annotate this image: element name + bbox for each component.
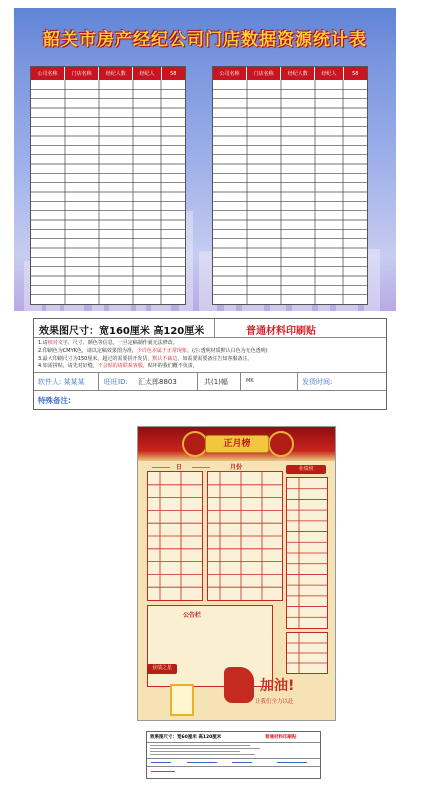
- col-agents: 经纪人数: [281, 67, 315, 80]
- col-company: 公司名称: [213, 67, 247, 80]
- wangwang-label: 旺旺ID:: [104, 378, 128, 386]
- note-line: [150, 745, 250, 746]
- divider: [147, 758, 320, 759]
- col-store: 门店名称: [247, 67, 281, 80]
- note-item: 2.印刷色为CMYK色，请以定稿效果图为准，少许色差属于正常现象。(注:透明材质默认白色为无色透明): [38, 347, 268, 354]
- divider: [197, 373, 198, 390]
- spec-info-box: [33, 318, 387, 410]
- col-agent: 经纪人: [315, 67, 343, 80]
- notice-label: 公告栏: [183, 612, 202, 619]
- table-header: [31, 67, 185, 80]
- col-company: 公司名称: [31, 67, 65, 80]
- performance-list: [286, 477, 328, 629]
- mk-label: MK: [246, 378, 254, 384]
- notice-board: [147, 605, 273, 687]
- col-agent: 经纪人: [133, 67, 161, 80]
- table-grid: [213, 80, 367, 304]
- statistics-board-poster: [14, 8, 396, 311]
- spec-info-box-small: [146, 731, 321, 779]
- slogan-text: 让我们全力以赴: [255, 699, 294, 705]
- divider: [214, 319, 215, 337]
- count-label: 共(1)幅: [204, 378, 228, 386]
- grid-lines: [287, 633, 327, 673]
- grid-lines: [287, 478, 327, 628]
- ranking-grid-left: [147, 471, 203, 601]
- day-label: 日: [176, 464, 183, 471]
- ranking-grid-mid: [207, 471, 283, 601]
- ship-line: [277, 762, 307, 763]
- size-text: 效果图尺寸：宽60厘米 高120厘米: [150, 735, 222, 740]
- jiayou-text: 加油!: [260, 678, 295, 694]
- material-text: 普通材料印刷贴: [265, 735, 297, 740]
- customer-line: [151, 762, 171, 763]
- note-line: [150, 748, 260, 749]
- performance-tag: 业绩榜: [286, 465, 326, 474]
- count-line: [232, 762, 252, 763]
- left-table-panel: [30, 66, 186, 305]
- divider: [98, 373, 99, 390]
- divider: [147, 766, 320, 767]
- poster-title: 正月榜: [205, 435, 269, 453]
- header-line-mid: ______: [192, 461, 210, 468]
- header-line-left: ______: [152, 461, 170, 468]
- special-notes-line: [151, 771, 175, 772]
- right-table-panel: [212, 66, 368, 305]
- dragon-emblem-icon: [268, 431, 294, 457]
- col-58: 58: [170, 70, 177, 77]
- col-agents: 经纪人数: [99, 67, 133, 80]
- table-grid: [31, 80, 185, 304]
- wangwang-value: 汇太郎8803: [138, 378, 177, 386]
- wangwang-line: [187, 762, 217, 763]
- col-58: 58: [352, 70, 359, 77]
- photo-frame: [170, 684, 194, 716]
- col-store: 门店名称: [65, 67, 99, 80]
- sales-ranking-poster: [137, 426, 336, 721]
- performance-list-lower: [286, 632, 328, 674]
- grid-lines: [148, 472, 202, 600]
- note-item: 3.最大印刷尺寸为150厘米，超过的需要拼开发货，默认不裁边，如需要需要备注告知客服备注。: [38, 355, 253, 362]
- material-text: 普通材料印刷贴: [246, 326, 316, 337]
- size-text: 效果图尺寸：宽160厘米 高120厘米: [39, 326, 205, 337]
- customer-label: 软件人: 某某某: [38, 378, 85, 386]
- special-notes-label: 特殊备注:: [38, 396, 71, 405]
- grid-lines: [208, 472, 282, 600]
- divider: [240, 373, 241, 390]
- note-line: [150, 751, 240, 752]
- board-title: 韶关市房产经纪公司门店数据资源统计表: [43, 30, 367, 50]
- divider: [147, 742, 320, 743]
- photo-tag: 业绩之星: [147, 664, 177, 674]
- month-label: 月份: [230, 464, 243, 471]
- ship-time-label: 发货时间:: [302, 378, 333, 386]
- note-item: 1.请核对文字、尺寸、颜色等信息，一旦定稿制作就无法修改。: [38, 340, 178, 346]
- fist-icon: [224, 667, 254, 703]
- divider: [297, 373, 298, 390]
- table-header: [213, 67, 367, 80]
- note-line: [150, 754, 255, 755]
- notes-list: [38, 340, 382, 371]
- order-info-row: [34, 372, 386, 391]
- note-item: 4.如需拼贴，请先对好缝，不会贴的请联系客服，贴坏的我们概不负责。: [38, 363, 198, 370]
